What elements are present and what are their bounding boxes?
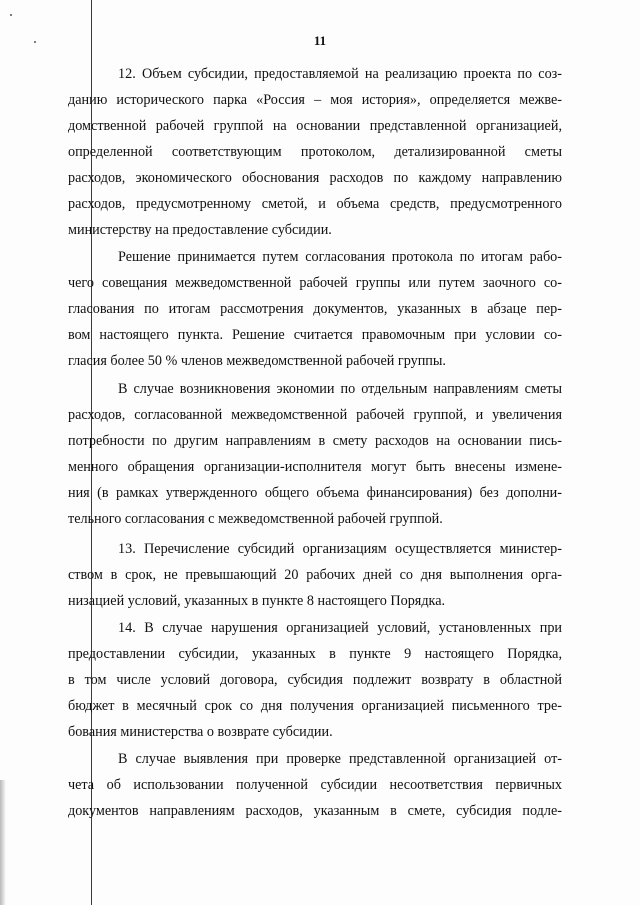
paragraph-12-decision xyxy=(68,244,562,374)
text-line: ния (в рамках утвержденного общего объема финансирования) без дополни- xyxy=(68,485,562,501)
paragraph-14-inspection xyxy=(68,746,562,824)
text-line: 14. В случае нарушения организацией условий, установленных при xyxy=(118,620,562,636)
text-line: расходов, согласованной межведомственной рабочей группой, и увеличения xyxy=(68,407,562,423)
text-line: потребности по другим направлениям в смету расходов на основании пись- xyxy=(68,433,562,449)
text-line: бования министерства о возврате субсидии. xyxy=(68,724,333,740)
text-line: Решение принимается путем согласования протокола по итогам рабо- xyxy=(118,249,562,265)
text-line: тельного согласования с межведомственной рабочей группой. xyxy=(68,511,443,527)
text-line: определенной соответствующим протоколом, детализированной сметы xyxy=(68,144,562,160)
page-number: 11 xyxy=(313,33,327,48)
text-line: В случае выявления при проверке представленной организацией от- xyxy=(118,751,562,767)
text-line: министерству на предоставление субсидии. xyxy=(68,222,332,238)
paragraph-13 xyxy=(68,536,562,614)
text-line: данию исторического парка «Россия – моя история», определяется межве- xyxy=(68,92,562,108)
text-line: бюджет в месячный срок со дня получения организацией письменного тре- xyxy=(68,698,562,714)
text-line: менного обращения организации-исполнителя могут быть внесены измене- xyxy=(68,459,562,475)
text-line: низацией условий, указанных в пункте 8 настоящего Порядка. xyxy=(68,593,446,609)
paragraph-12 xyxy=(68,61,562,243)
text-line: гласования по итогам рассмотрения документов, указанных в абзаце пер- xyxy=(68,301,562,317)
text-line: гласия более 50 % членов межведомственной рабочей группы. xyxy=(68,353,446,369)
paragraph-12-savings xyxy=(68,376,562,532)
text-line: вом настоящего пункта. Решение считается правомочным при условии со- xyxy=(68,327,562,343)
text-line: ством в срок, не превышающий 20 рабочих дней со дня выполнения орга- xyxy=(68,567,562,583)
text-line: расходов, экономического обоснования расходов по каждому направлению xyxy=(68,170,562,186)
text-line: чета об использовании полученной субсидии несоответствия первичных xyxy=(68,777,562,793)
text-line: В случае возникновения экономии по отдельным направлениям сметы xyxy=(118,381,562,397)
text-line: документов направлениям расходов, указанным в смете, субсидия подле- xyxy=(68,803,562,819)
text-line: расходов, предусмотренному сметой, и объема средств, предусмотренного xyxy=(68,196,562,212)
paragraph-14 xyxy=(68,615,562,745)
text-line: 12. Объем субсидии, предоставляемой на реализацию проекта по соз- xyxy=(118,66,562,82)
text-line: в том числе условий договора, субсидия подлежит возврату в областной xyxy=(68,672,562,688)
scan-speck xyxy=(10,14,12,16)
text-line: домственной рабочей группой на основании представленной организацией, xyxy=(68,118,562,134)
text-line: 13. Перечисление субсидий организациям осуществляется министер- xyxy=(118,541,562,557)
text-line: предоставлении субсидии, указанных в пункте 9 настоящего Порядка, xyxy=(68,646,562,662)
text-line: чего совещания межведомственной рабочей группы или путем заочного со- xyxy=(68,275,562,291)
scan-edge-shadow xyxy=(0,780,6,905)
